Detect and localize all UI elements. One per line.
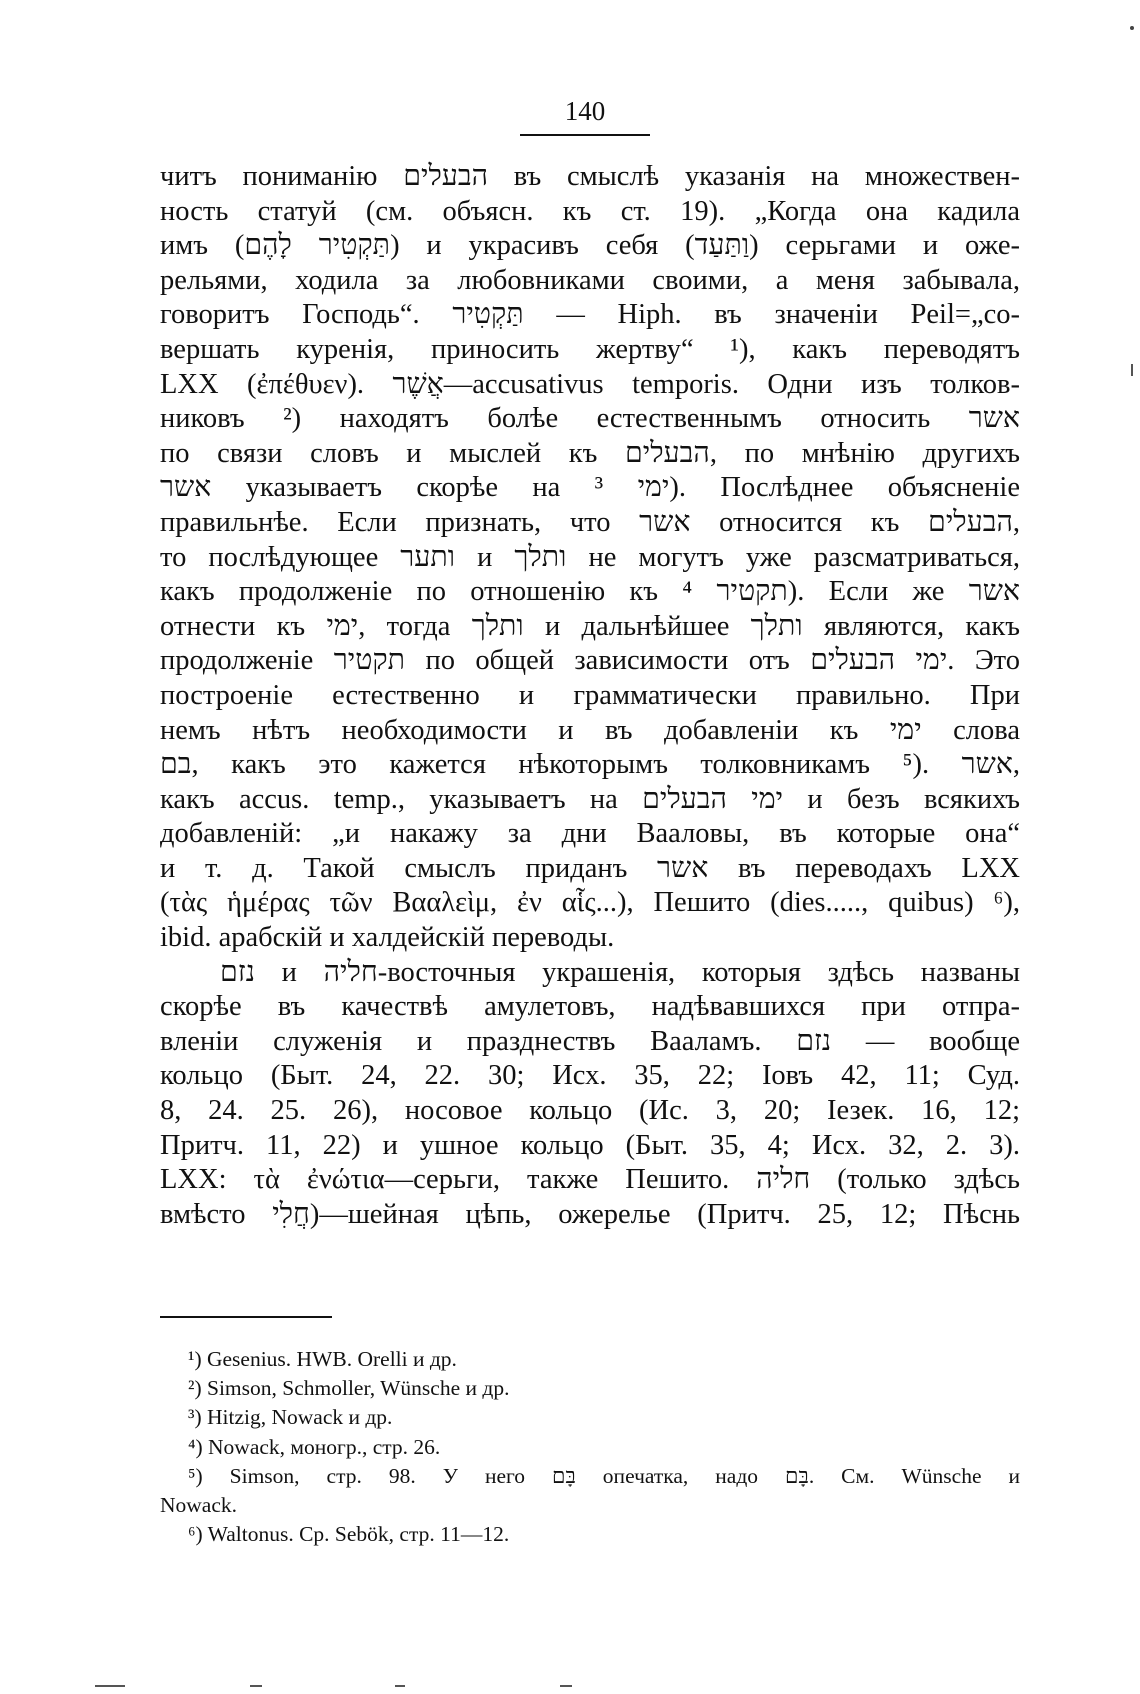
footnote: ²) Simson, Schmoller, Wünsche и др. [188, 1376, 510, 1401]
text-line: вершать куренія, приносить жертву“ ¹), какъ переводятъ [160, 333, 1020, 365]
footnote: ⁴) Nowack, моногр., стр. 26. [188, 1434, 441, 1459]
text-line: נזם и חליה-восточныя украшенія, которыя здѣсь названы [220, 956, 1020, 988]
text-line: ibid. арабскій и халдейскій переводы. [160, 922, 615, 954]
text-line: ность статуй (см. объясн. къ ст. 19). „Когда она кадила [160, 195, 1020, 227]
footnote: ⁶) Waltonus. Cp. Sebök, стр. 11—12. [188, 1522, 510, 1547]
text-line: говоритъ Господь“. תַּקְטִיר — Hiph. въ значеніи Peil=„со- [160, 299, 1020, 331]
text-line: имъ (תַּקְטִיר לָהֶם) и украсивъ себя (וַתַּעַד) серьгами и оже- [160, 230, 1020, 262]
text-line: построеніе естественно и грамматически правильно. При [160, 679, 1020, 711]
text-line: вмѣсто חֲלִי)—шейная цѣпь, ожерелье (Притч. 25, 12; Пѣснь [160, 1198, 1020, 1230]
text-line: то послѣдующее ותער и ותלך не могутъ уже разсматриваться, [160, 541, 1020, 573]
text-line: (τὰς ἡμέρας τῶν Βααλεὶμ, ἐν αἷς...), Пешито (dies....., quibus) ⁶), [160, 887, 1020, 919]
header-rule [520, 134, 650, 136]
text-line: отнести къ ימי, тогда ותלך и дальнѣйшее ותלך являются, какъ [160, 610, 1020, 642]
footnote-continuation: Nowack. [160, 1492, 238, 1517]
text-line: LXX (ἐπέθυεν). אֲשֶׁר—accusativus temporis. Одни изъ толков- [160, 368, 1020, 400]
text-line: 8, 24. 25. 26), носовое кольцо (Ис. 3, 20; Іезек. 16, 12; [160, 1095, 1020, 1127]
text-line: вленіи служенія и празднествъ Вааламъ. נזם — вообще [160, 1025, 1021, 1057]
text-line: בם, какъ это кажется нѣкоторымъ толковникамъ ⁵). אשר, [160, 749, 1020, 781]
text-line: LXX: τὰ ἐνώτια—серьги, также Пешито. חליה (только здѣсь [160, 1164, 1020, 1196]
footnote: ⁵) Simson, стр. 98. У него בָּם опечатка, надо בָּם. См. Wünsche и [188, 1463, 1020, 1488]
text-line: немъ нѣтъ необходимости и въ добавленіи къ ימי слова [160, 714, 1021, 746]
text-line: какъ продолженіе по отношенію къ תקטיר ⁴). Если же אשר [160, 576, 1020, 608]
text-line: рельями, ходила за любовниками своими, а меня забывала, [160, 264, 1020, 296]
text-line: אשר указываетъ скорѣе на ימי ³). Послѣднее объясненіе [160, 472, 1020, 504]
text-line: добавленій: „и накажу за дни Вааловы, въ которые она“ [160, 818, 1020, 850]
text-line: и т. д. Такой смыслъ приданъ אשר въ переводахъ LXX [160, 852, 1020, 884]
text-line: Притч. 11, 22) и ушное кольцо (Быт. 35, 4; Исх. 32, 2. 3). [160, 1129, 1020, 1161]
text-line: никовъ ²) находятъ болѣе естественнымъ относить אשר [160, 403, 1020, 435]
body-text [160, 160, 1020, 1232]
text-line: кольцо (Быт. 24, 22. 30; Исх. 35, 22; Іовъ 42, 11; Суд. [160, 1060, 1020, 1092]
footnote: ³) Hitzig, Nowack и др. [188, 1405, 393, 1430]
text-line: продолженіе תקטיר по общей зависимости отъ ימי הבעלים. Это [160, 645, 1020, 677]
page-number: 140 [564, 96, 606, 126]
text-line: читъ пониманію הבעלים въ смыслѣ указанія на множествен- [160, 161, 1020, 192]
footnote: ¹) Gesenius. HWB. Orelli и др. [188, 1347, 457, 1371]
text-line: по связи словъ и мыслей къ הבעלים, по мнѣнію другихъ [160, 437, 1021, 469]
text-line: скорѣе въ качествѣ амулетовъ, надѣвавшихся при отпра- [160, 991, 1020, 1023]
scan-mark [1130, 26, 1134, 30]
text-line: какъ accus. temp., указываетъ на ימי הבעלים и безъ всякихъ [160, 783, 1020, 815]
footnotes [160, 1345, 1020, 1549]
text-line: правильнѣе. Если признать, что אשר относится къ הבעלים, [160, 506, 1021, 538]
footnote-rule [160, 1316, 332, 1318]
